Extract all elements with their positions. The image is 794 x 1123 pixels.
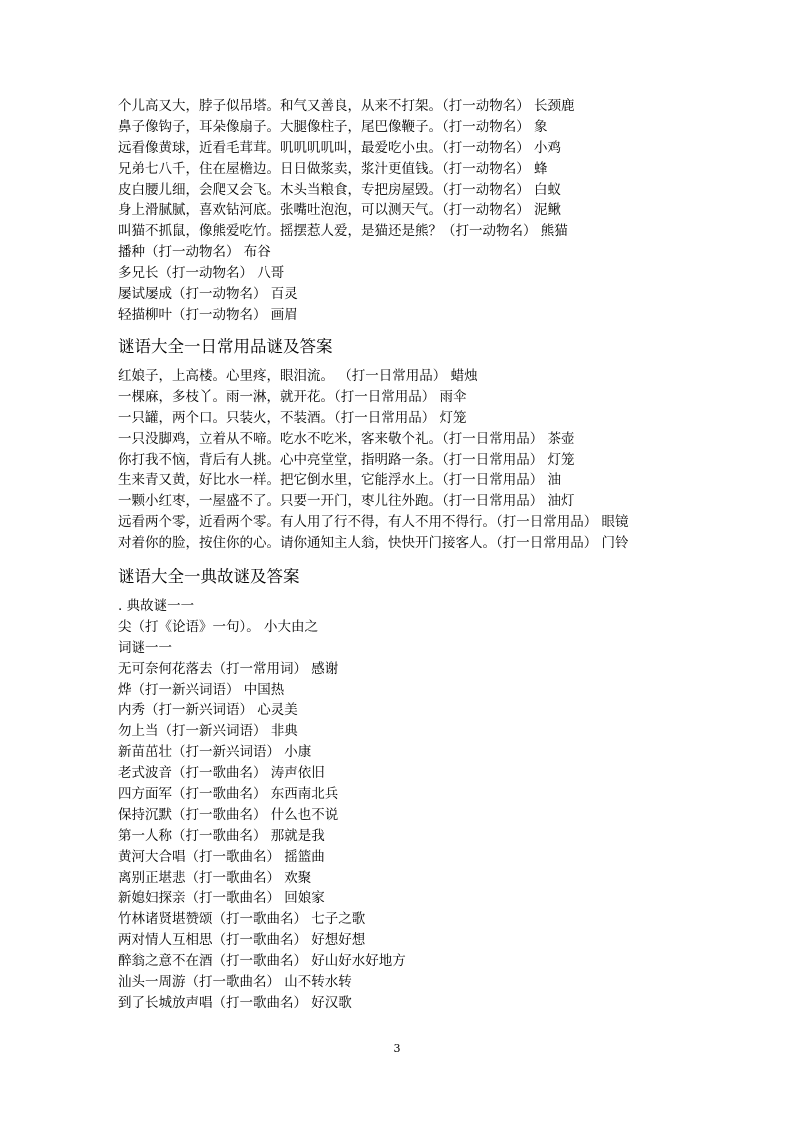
riddle-line: 烨（打一新兴词语） 中国热 xyxy=(118,681,285,698)
page-number: 3 xyxy=(393,1042,401,1055)
riddle-line: 屡试屡成（打一动物名） 百灵 xyxy=(118,286,298,303)
riddle-line: 老式波音（打一歌曲名） 涛声依旧 xyxy=(118,765,325,782)
riddle-line: 对着你的脸，按住你的心。请你通知主人翁，快快开门接客人。（打一日常用品） 门铃 xyxy=(118,535,629,552)
riddle-line: 皮白腰儿细，会爬又会飞。木头当粮食，专把房屋毁。（打一动物名） 白蚁 xyxy=(118,181,562,198)
riddle-line: 黄河大合唱（打一歌曲名） 摇篮曲 xyxy=(118,848,325,865)
riddle-line: . 典故谜一一 xyxy=(118,598,195,614)
riddle-line: 新媳妇探亲（打一歌曲名） 回娘家 xyxy=(118,890,325,907)
riddle-line: 一只罐，两个口。只装火，不装酒。（打一日常用品） 灯笼 xyxy=(118,409,467,426)
riddle-line: 一颗小红枣，一屋盛不了。只要一开门，枣儿往外跑。（打一日常用品） 油灯 xyxy=(118,493,575,510)
riddle-line: 多兄长（打一动物名） 八哥 xyxy=(118,265,285,282)
riddle-line: 播种（打一动物名） 布谷 xyxy=(118,244,271,261)
daily-riddles-list xyxy=(118,366,758,554)
riddle-line: 离别正堪悲（打一歌曲名） 欢聚 xyxy=(118,869,312,886)
riddle-line: 尖（打《论语》一句）。 小大由之 xyxy=(118,618,319,635)
section-heading-allusion: 谜语大全一典故谜及答案 xyxy=(118,567,300,586)
riddle-line: 轻描柳叶（打一动物名） 画眉 xyxy=(118,306,298,323)
riddle-line: 到了长城放声唱（打一歌曲名） 好汉歌 xyxy=(118,994,352,1011)
riddle-line: 远看两个零，近看两个零。有人用了行不得，有人不用不得行。（打一日常用品） 眼镜 xyxy=(118,514,629,531)
riddle-line: 兄弟七八千，住在屋檐边。日日做浆卖，浆汁更值钱。（打一动物名） 蜂 xyxy=(118,160,548,177)
riddle-line: 醉翁之意不在酒（打一歌曲名） 好山好水好地方 xyxy=(118,953,406,970)
riddle-line: 勿上当（打一新兴词语） 非典 xyxy=(118,723,298,740)
riddle-line: 你打我不恼，背后有人挑。心中亮堂堂，指明路一条。（打一日常用品） 灯笼 xyxy=(118,451,575,468)
allusion-riddles-list xyxy=(118,596,758,1014)
riddle-line: 汕头一周游（打一歌曲名） 山不转水转 xyxy=(118,974,352,991)
riddle-line: 一棵麻，多枝丫。雨一淋，就开花。（打一日常用品） 雨伞 xyxy=(118,388,467,405)
riddle-line: 叫猫不抓鼠，像熊爱吃竹。摇摆惹人爱，是猫还是熊？（打一动物名） 熊猫 xyxy=(118,223,568,240)
riddle-line: 鼻子像钩子，耳朵像扇子。大腿像柱子，尾巴像鞭子。（打一动物名） 象 xyxy=(118,118,548,135)
riddle-line: 生来青又黄，好比水一样。把它倒水里，它能浮水上。（打一日常用品） 油 xyxy=(118,472,562,489)
riddle-line: 两对情人互相思（打一歌曲名） 好想好想 xyxy=(118,932,366,949)
riddle-line: 无可奈何花落去（打一常用词） 感谢 xyxy=(118,660,339,677)
riddle-line: 红娘子，上高楼。心里疼，眼泪流。 （打一日常用品） 蜡烛 xyxy=(118,368,478,384)
riddle-line: 词谜一一 xyxy=(118,639,172,656)
riddle-line: 保持沉默（打一歌曲名） 什么也不说 xyxy=(118,806,339,823)
riddle-line: 个儿高又大，脖子似吊塔。和气又善良，从来不打架。（打一动物名） 长颈鹿 xyxy=(118,98,575,114)
riddle-line: 新苗茁壮（打一新兴词语） 小康 xyxy=(118,744,312,761)
riddle-line: 四方面军（打一歌曲名） 东西南北兵 xyxy=(118,786,339,803)
riddle-line: 身上滑腻腻，喜欢钻河底。张嘴吐泡泡，可以测天气。（打一动物名） 泥鳅 xyxy=(118,202,562,219)
riddle-line: 竹林诸贤堪赞颂（打一歌曲名） 七子之歌 xyxy=(118,911,366,928)
riddle-line: 内秀（打一新兴词语） 心灵美 xyxy=(118,702,298,719)
section-heading-daily: 谜语大全一日常用品谜及答案 xyxy=(118,337,333,356)
riddle-line: 第一人称（打一歌曲名） 那就是我 xyxy=(118,827,325,844)
riddle-line: 一只没脚鸡，立着从不啼。吃水不吃米，客来敬个礼。（打一日常用品） 茶壶 xyxy=(118,430,575,447)
riddle-line: 远看像黄球，近看毛茸茸。叽叽叽叽叫，最爱吃小虫。（打一动物名） 小鸡 xyxy=(118,139,562,156)
animal-riddles-list xyxy=(118,96,758,326)
